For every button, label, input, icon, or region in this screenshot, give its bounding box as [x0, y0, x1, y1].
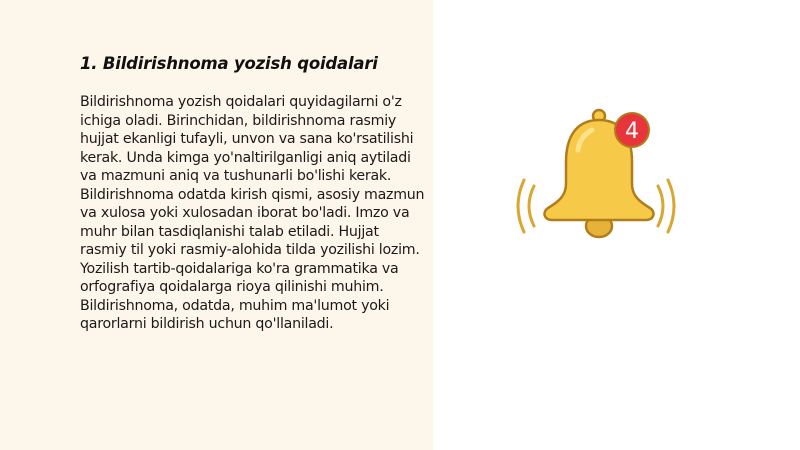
notification-count: 4: [625, 119, 639, 144]
slide-title: 1. Bildirishnoma yozish qoidalari: [80, 54, 378, 73]
notification-badge: [615, 113, 649, 147]
notification-bell-illustration: [512, 102, 682, 244]
slide-body-text: Bildirishnoma yozish qoidalari quyidagilarni o'z ichiga oladi. Birinchidan, bildirishnoma rasmiy hujjat ekanligi tufayli, unvon va sana ko'rsatilishi kerak. Unda kimga yo'naltirilganligi aniq aytiladi va mazmuni aniq va tushunarli bo'lishi kerak. Bildirishnoma odatda kirish qismi, asosiy mazmun va xulosa yoki xulosadan iborat bo'ladi. Imzo va muhr bilan tasdiqlanishi talab etiladi. Hujjat rasmiy til yoki rasmiy-alohida tilda yozilishi lozim. Yozilish tartib-qoidalariga ko'ra grammatika va orfografiya qoidalarga rioya qilinishi muhim. Bildirishnoma, odatda, muhim ma'lumot yoki qarorlarni bildirish uchun qo'llaniladi.: [80, 94, 425, 332]
sound-wave-right-icon: [658, 180, 674, 232]
sound-wave-left-icon: [518, 180, 534, 232]
